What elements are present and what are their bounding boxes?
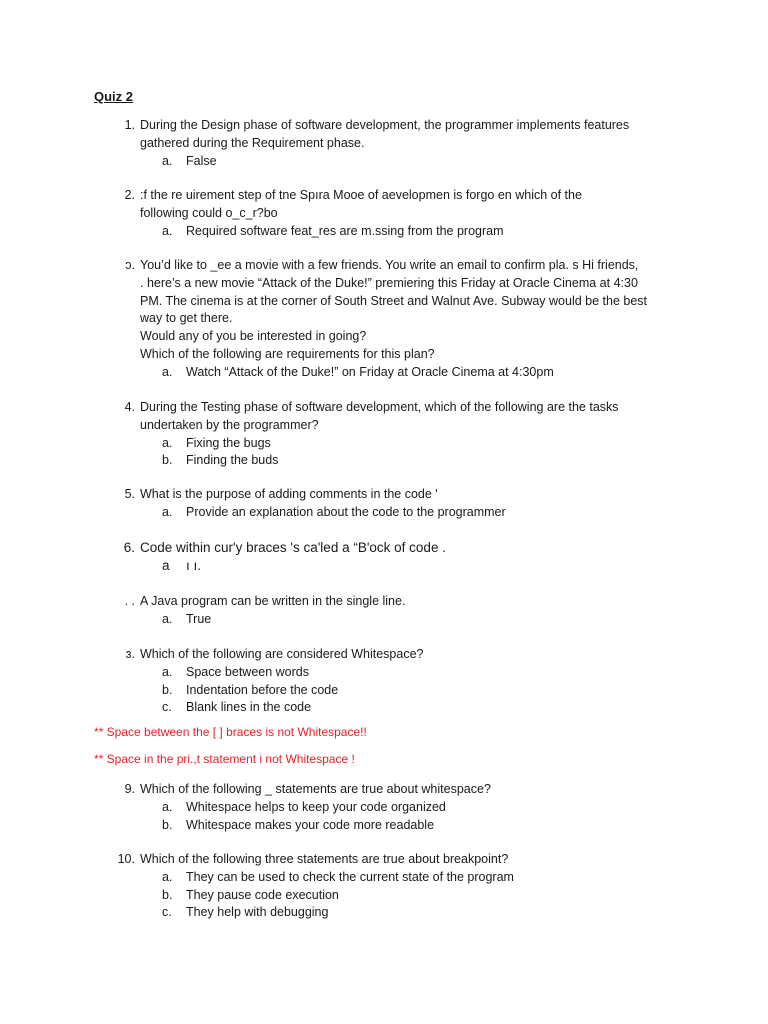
question-text bbox=[140, 593, 680, 629]
question-text bbox=[140, 781, 680, 834]
option-text: False bbox=[186, 153, 217, 168]
question-line: gathered during the Requirement phase. bbox=[140, 135, 365, 150]
answer-option bbox=[140, 611, 680, 629]
option-text: Blank lines in the code bbox=[186, 700, 312, 715]
option-letter: a. bbox=[162, 611, 173, 626]
answer-option bbox=[140, 557, 680, 575]
answer-option bbox=[140, 664, 680, 682]
option-letter: b. bbox=[162, 817, 173, 832]
answer-option bbox=[140, 452, 680, 470]
question-text bbox=[140, 851, 680, 922]
answer-option bbox=[140, 904, 680, 922]
question-number: . . bbox=[124, 594, 135, 608]
question-line: Code within cur'y braces 's ca'led a “B'ock of code . bbox=[140, 540, 446, 555]
question-text bbox=[140, 399, 680, 470]
option-text: Provide an explanation about the code to the programmer bbox=[186, 504, 506, 519]
option-letter: a bbox=[162, 557, 170, 573]
question-line: . here’s a new movie “Attack of the Duke!” premiering this Friday at Oracle Cinema at 4:30 bbox=[140, 275, 638, 290]
option-text: They pause code execution bbox=[186, 887, 339, 902]
question-text bbox=[140, 257, 680, 382]
question-line: way to get there. bbox=[140, 311, 233, 326]
question-number: 4. bbox=[124, 400, 135, 414]
option-letter: c. bbox=[162, 700, 172, 715]
option-letter: b. bbox=[162, 453, 173, 468]
question-line: Which of the following are requirements for this plan? bbox=[140, 346, 435, 361]
question-number: ɔ. bbox=[125, 258, 135, 272]
question-number: 5. bbox=[124, 487, 135, 501]
question-line: Which of the following are considered Whitespace? bbox=[140, 647, 424, 661]
option-letter: a. bbox=[162, 364, 173, 379]
answer-option bbox=[140, 887, 680, 905]
question-line: You’d like to _ee a movie with a few friends. You write an email to confirm pla. s Hi friends, bbox=[140, 258, 639, 272]
answer-option bbox=[140, 869, 680, 887]
quiz-title: Quiz 2 bbox=[94, 89, 134, 104]
question-line: During the Design phase of software development, the programmer implements features bbox=[140, 118, 630, 132]
answer-option bbox=[140, 799, 680, 817]
question-number: 9. bbox=[124, 782, 135, 796]
option-letter: a. bbox=[162, 799, 173, 814]
question-line: PM. The cinema is at the corner of South Street and Walnut Ave. Subway would be the best bbox=[140, 293, 648, 308]
question-line: What is the purpose of adding comments in the code ' bbox=[140, 487, 438, 501]
answer-option bbox=[140, 223, 680, 241]
option-letter: a. bbox=[162, 153, 173, 168]
question-number: ɜ. bbox=[125, 647, 135, 661]
question-line: A Java program can be written in the single line. bbox=[140, 594, 406, 608]
question-text bbox=[140, 187, 680, 240]
option-text: Space between words bbox=[186, 664, 309, 679]
answer-option bbox=[140, 504, 680, 522]
answer-option bbox=[140, 682, 680, 700]
question-text bbox=[140, 486, 680, 522]
option-text: Fixing the bugs bbox=[186, 435, 271, 450]
option-text: ı ı. bbox=[186, 557, 202, 573]
question-text bbox=[140, 117, 680, 170]
question-number: 2. bbox=[124, 188, 135, 202]
answer-option bbox=[140, 817, 680, 835]
option-text: Whitespace helps to keep your code organized bbox=[186, 799, 446, 814]
option-text: True bbox=[186, 611, 212, 626]
option-letter: b. bbox=[162, 887, 173, 902]
question-line: undertaken by the programmer? bbox=[140, 417, 319, 432]
option-letter: a. bbox=[162, 504, 173, 519]
option-letter: a. bbox=[162, 223, 173, 238]
answer-option bbox=[140, 435, 680, 453]
option-letter: a. bbox=[162, 435, 173, 450]
option-letter: b. bbox=[162, 682, 173, 697]
question-text bbox=[140, 539, 680, 575]
question-text bbox=[140, 646, 680, 717]
whitespace-note-braces: ** Space between the [ ] braces is not Whitespace!! bbox=[94, 725, 367, 739]
question-number: 10. bbox=[117, 852, 135, 866]
option-text: Watch “Attack of the Duke!” on Friday at Oracle Cinema at 4:30pm bbox=[186, 364, 554, 379]
question-line: During the Testing phase of software development, which of the following are the tasks bbox=[140, 400, 619, 414]
option-text: They can be used to check the current state of the program bbox=[186, 869, 514, 884]
question-number: 6. bbox=[123, 540, 135, 555]
option-letter: c. bbox=[162, 905, 172, 920]
answer-option bbox=[140, 364, 680, 382]
answer-option bbox=[140, 153, 680, 171]
option-letter: a. bbox=[162, 869, 173, 884]
question-line: Which of the following three statements are true about breakpoint? bbox=[140, 852, 509, 866]
question-line: Which of the following _ statements are true about whitespace? bbox=[140, 782, 491, 796]
question-line: following could o_c_r?bo bbox=[140, 205, 278, 220]
option-letter: a. bbox=[162, 664, 173, 679]
option-text: Finding the buds bbox=[186, 453, 279, 468]
option-text: Indentation before the code bbox=[186, 682, 339, 697]
question-line: Would any of you be interested in going? bbox=[140, 329, 367, 344]
option-text: Required software feat_res are m.ssing from the program bbox=[186, 223, 504, 238]
answer-option bbox=[140, 699, 680, 717]
option-text: They help with debugging bbox=[186, 905, 329, 920]
option-text: Whitespace makes your code more readable bbox=[186, 817, 435, 832]
question-line: :f the re uirement step of tne Spıra Mooe of aevelopmen is forgo en which of the bbox=[140, 188, 582, 202]
question-number: 1. bbox=[124, 118, 135, 132]
whitespace-note-print: ** Space in the pri.,t statement i not Whitespace ! bbox=[94, 752, 355, 766]
